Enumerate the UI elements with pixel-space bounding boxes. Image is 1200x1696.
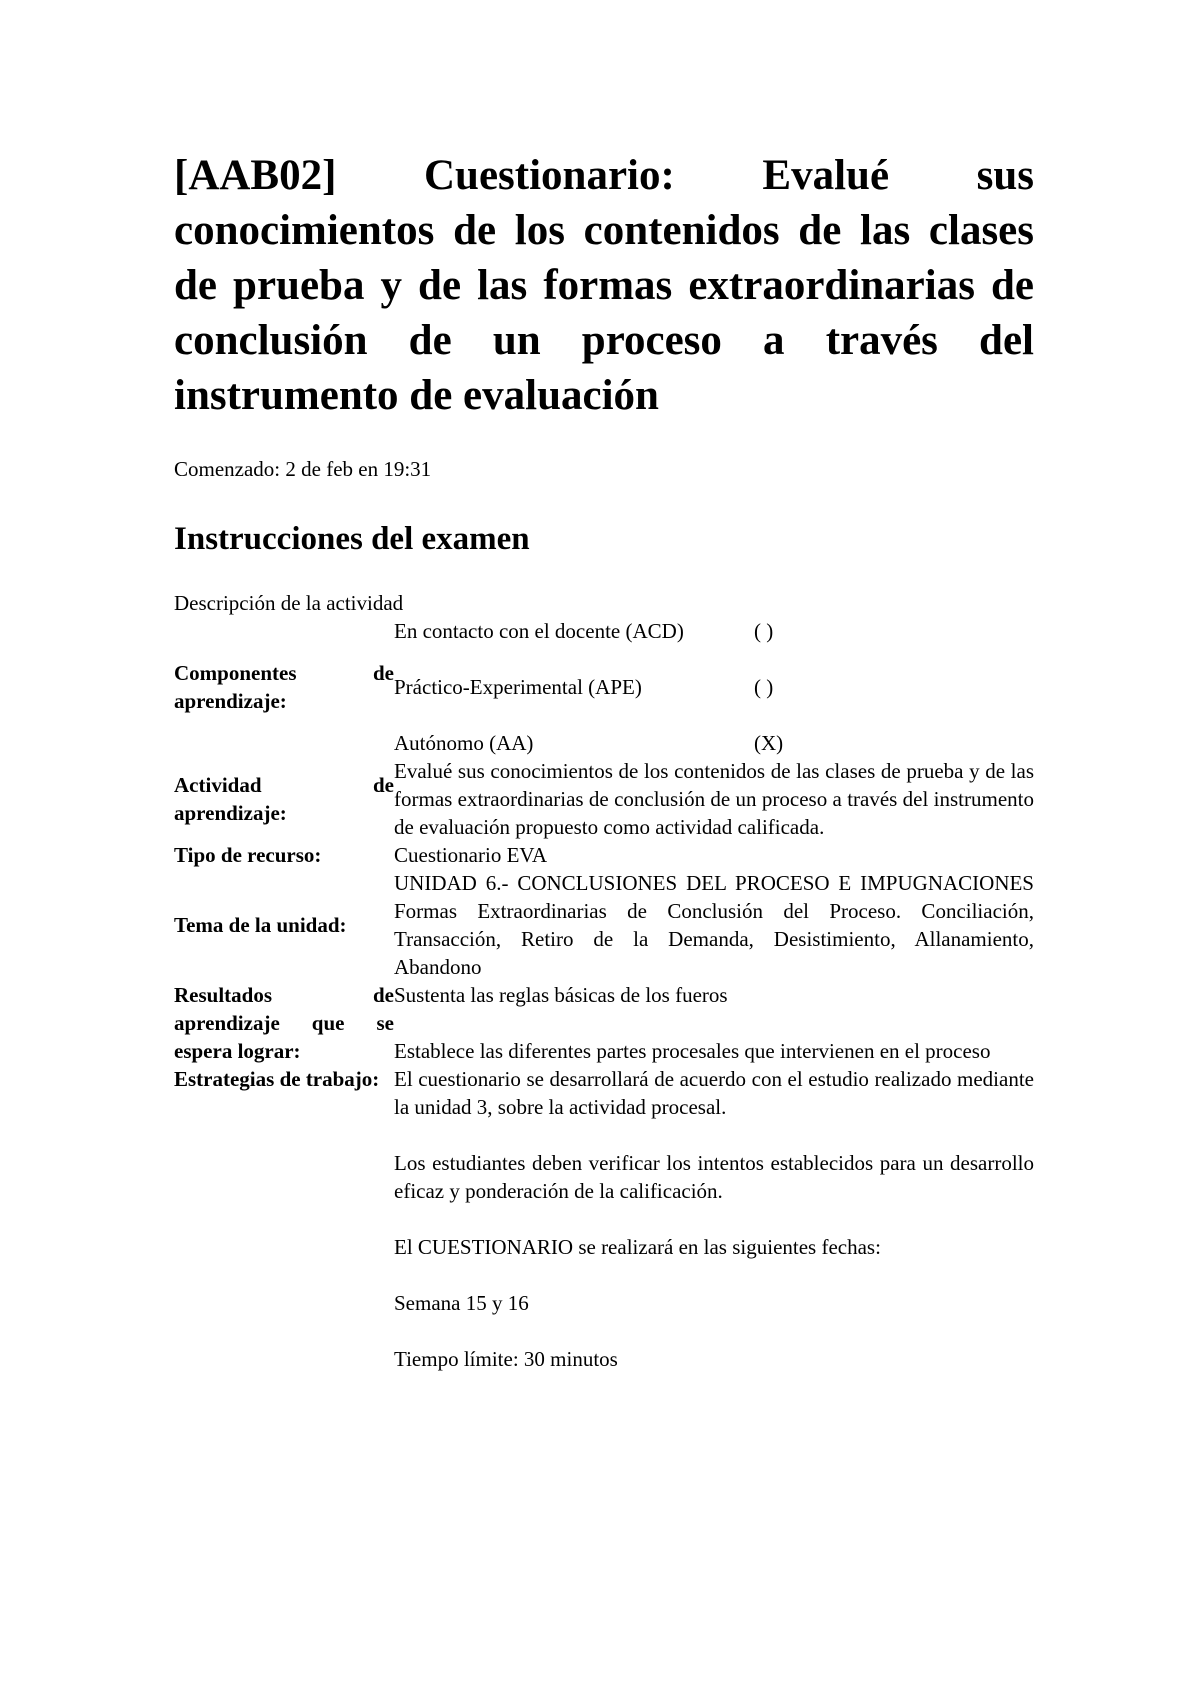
result-item: Sustenta las reglas básicas de los fueros	[394, 983, 728, 1007]
unit-topic-value: UNIDAD 6.- CONCLUSIONES DEL PROCESO E IMPUGNACIONES Formas Extraordinarias de Conclusión del Proceso. Conciliación, Transacción, Retiro de la Demanda, Desistimiento, Allanamiento, Abandono	[394, 871, 1034, 979]
started-timestamp: Comenzado: 2 de feb en 19:31	[174, 457, 432, 481]
activity-description-label: Descripción de la actividad	[174, 591, 404, 615]
strategy-paragraph: El cuestionario se desarrollará de acuerdo con el estudio realizado mediante la unidad 3, sobre la actividad procesal.	[394, 1067, 1034, 1119]
strategy-paragraph: Los estudiantes deben verificar los intentos establecidos para un desarrollo eficaz y ponderación de la calificación.	[394, 1151, 1034, 1203]
strategy-paragraph: El CUESTIONARIO se realizará en las siguientes fechas:	[394, 1235, 881, 1259]
instructions-heading: Instrucciones del examen	[174, 521, 530, 557]
resource-label: Tipo de recurso:	[174, 843, 322, 867]
results-row	[174, 981, 1034, 1065]
activity-row	[174, 757, 1034, 841]
unit-topic-row	[174, 869, 1034, 981]
results-label: Resultados de aprendizaje que se espera lograr:	[174, 983, 394, 1063]
component-name: Autónomo (AA)	[394, 731, 534, 755]
component-item	[394, 617, 1034, 645]
strategy-paragraph: Semana 15 y 16	[394, 1291, 529, 1315]
unit-topic-label: Tema de la unidad:	[174, 913, 347, 937]
components-label: Componentes de aprendizaje:	[174, 661, 394, 713]
activity-label: Actividad de aprendizaje:	[174, 773, 394, 825]
resource-value: Cuestionario EVA	[394, 843, 548, 867]
activity-value: Evalué sus conocimientos de los contenidos de las clases de prueba y de las formas extraordinarias de conclusión de un proceso a través del instrumento de evaluación propuesto como actividad calificada.	[394, 759, 1034, 839]
component-name: Práctico-Experimental (APE)	[394, 675, 642, 699]
strategies-label: Estrategias de trabajo:	[174, 1067, 380, 1091]
results-values	[394, 981, 1034, 1065]
component-name: En contacto con el docente (ACD)	[394, 619, 684, 643]
strategies-row	[174, 1065, 1034, 1373]
component-mark: ( )	[754, 675, 774, 699]
activity-info-table	[174, 617, 1034, 1373]
resource-row	[174, 841, 1034, 869]
component-item	[394, 673, 1034, 701]
result-item: Establece las diferentes partes procesales que intervienen en el proceso	[394, 1039, 991, 1063]
components-row	[174, 617, 1034, 757]
component-item	[394, 729, 1034, 757]
strategies-values	[394, 1065, 1034, 1373]
components-values	[394, 617, 1034, 757]
document-page	[174, 148, 1034, 1373]
component-mark: ( )	[754, 619, 774, 643]
component-mark: (X)	[754, 731, 784, 755]
quiz-title: [AAB02] Cuestionario: Evalué sus conocimientos de los contenidos de las clases de prueba y de las formas extraordinarias de conclusión de un proceso a través del instrumento de evaluación	[174, 152, 1034, 419]
strategy-paragraph: Tiempo límite: 30 minutos	[394, 1347, 618, 1371]
